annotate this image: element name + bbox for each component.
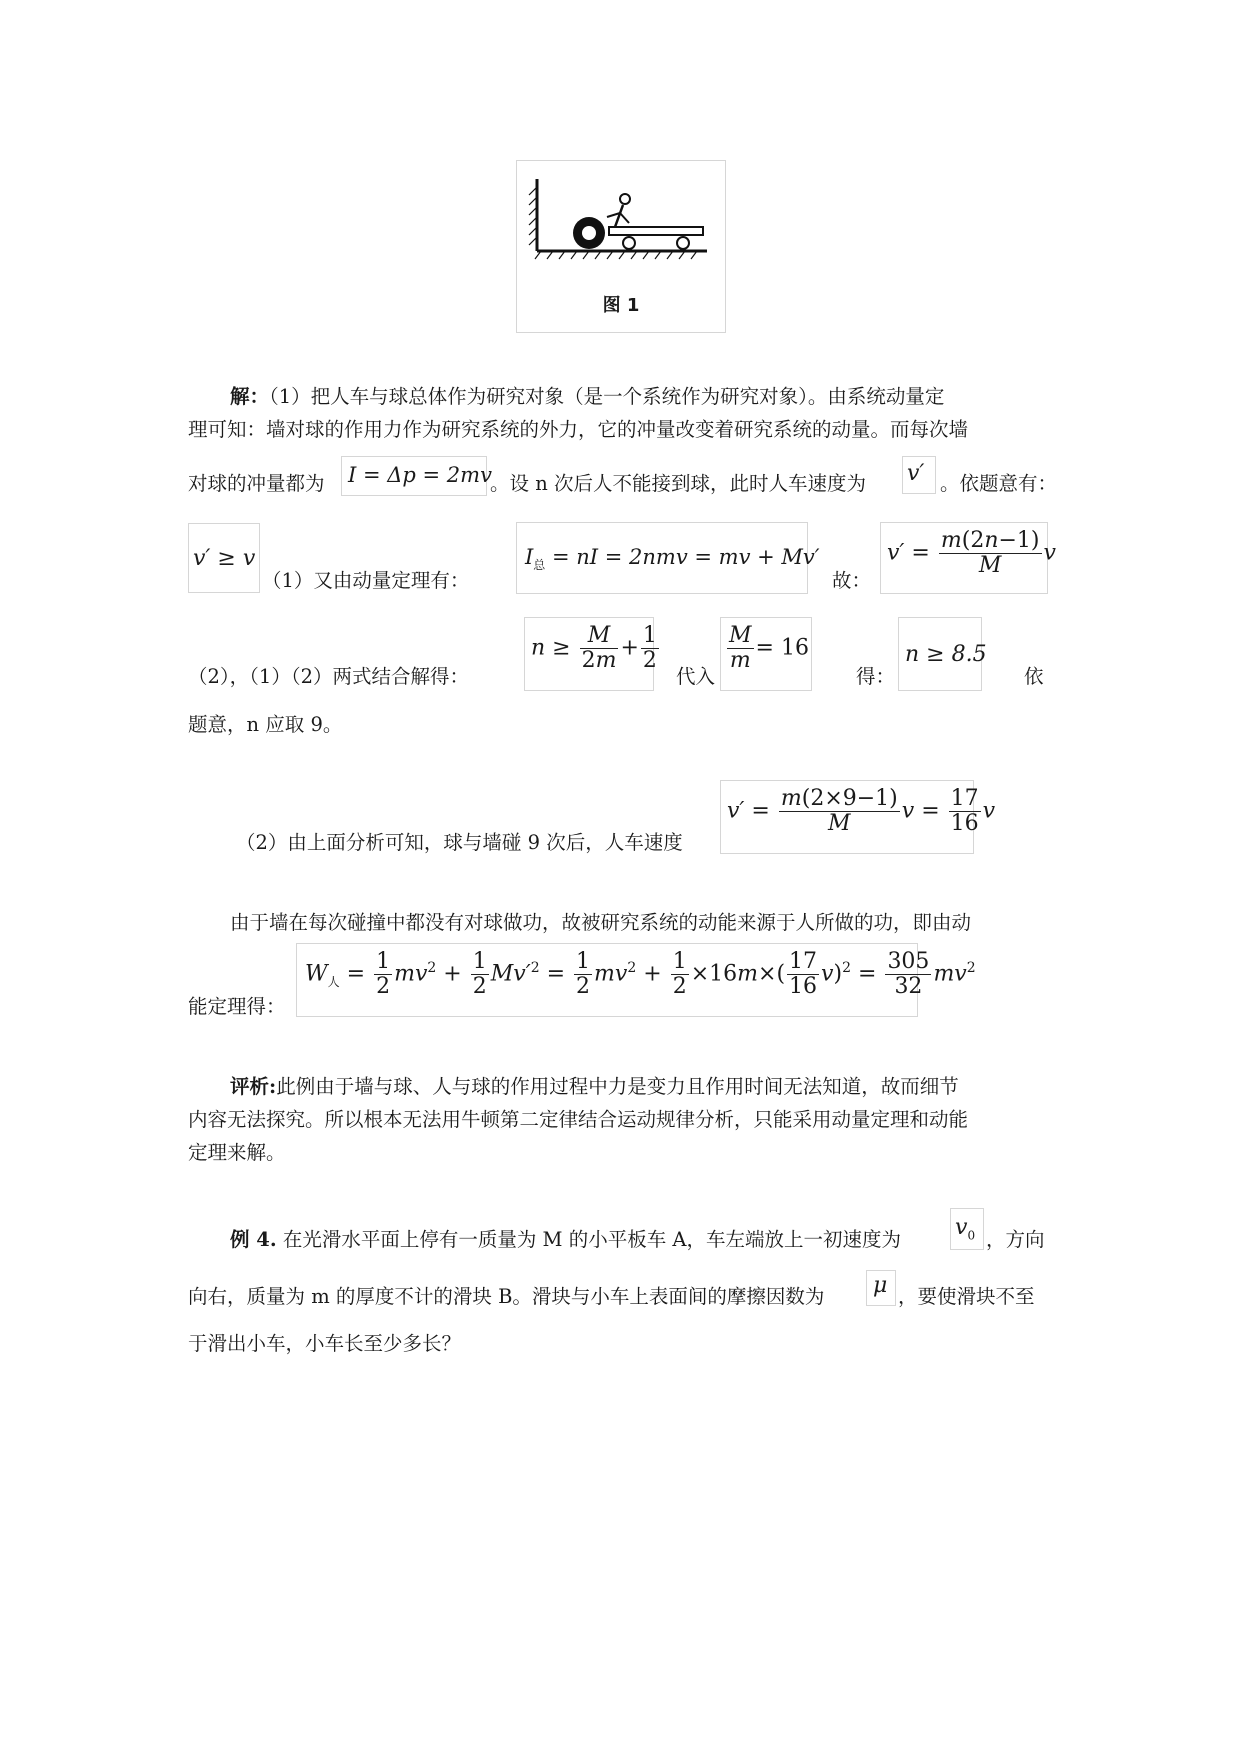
example4-line-2b: ，要使滑块不至: [898, 1285, 1035, 1308]
solution-part2-line: （2）由上面分析可知，球与墙碰 9 次后，人车速度: [236, 831, 683, 854]
solution-line-5c: 得：: [856, 665, 896, 688]
comment-line-1: 评析:此例由于墙与球、人与球的作用过程中力是变力且作用时间无法知道，故而细节: [230, 1075, 959, 1098]
solution-line-2: 理可知：墙对球的作用力作为研究系统的外力，它的冲量改变着研究系统的动量。而每次墙: [188, 418, 969, 441]
solution-line-3b: 。设 n 次后人不能接到球，此时人车速度为: [490, 472, 866, 495]
mu-symbol-box: [866, 1270, 896, 1306]
equation-n-ineq-box: [524, 617, 657, 691]
comment-line-3: 定理来解。: [188, 1141, 286, 1164]
energy-line-1: 由于墙在每次碰撞中都没有对球做功，故被研究系统的动能来源于人所做的功，即由动: [230, 911, 972, 934]
equation-n-ineq: n ≥ $\frac{M}{2m}$ + $\frac{1}{2}$: [531, 623, 657, 673]
equation-v-prime-9: v′ = $\frac{m(2\times 9-1)}{M}$ v = $\frac{17}{16}$ v: [727, 786, 996, 836]
solution-line-4a: （1）又由动量定理有：: [262, 569, 470, 592]
solution-line-4b: 故：: [832, 569, 872, 592]
example4-line-2: 向右，质量为 m 的厚度不计的滑块 B。滑块与小车上表面间的摩擦因数为: [188, 1285, 825, 1308]
equation-v-prime-expr-box: [880, 522, 1056, 594]
equation-v-prime-box: [902, 456, 936, 494]
equation-impulse-box: [341, 456, 492, 496]
equation-cond: v′ ≥ v: [193, 546, 256, 571]
v0-symbol: $v_0$: [955, 1215, 976, 1243]
equation-impulse: I = Δp = 2mv: [348, 463, 492, 487]
solution-label: 解：: [230, 385, 270, 408]
equation-ratio-box: [720, 617, 812, 691]
equation-work: $W_人$ = $\frac{1}{2}$ $mv^2$ + $\frac{1}{2}$ $Mv'^2$ = $\frac{1}{2}$ $mv^2$ + $\frac{1}{2}$ ×16m×( $\frac{17}{16}$ v)$^2$ = $\frac{305}{32}$ $mv^2$: [305, 949, 976, 999]
figure-1: [516, 160, 726, 333]
example4-line-3: 于滑出小车，小车长至少多长？: [188, 1332, 462, 1355]
equation-ratio: $\frac{M}{m}$ = 16: [729, 623, 809, 673]
v0-symbol-box: [950, 1208, 984, 1250]
example4-line-1: 例 4. 在光滑水平面上停有一质量为 M 的小平板车 A，车左端放上一初速度为: [230, 1228, 902, 1251]
equation-v-prime: v′: [907, 461, 925, 486]
equation-work-box: [296, 943, 976, 1017]
equation-n-result: n ≥ 8.5: [905, 642, 987, 667]
equation-cond-box: [188, 523, 260, 593]
mu-symbol: μ: [873, 1273, 888, 1298]
solution-line-5b: 代入: [676, 665, 716, 688]
solution-line-3a: 对球的冲量都为: [188, 472, 325, 495]
energy-line-2: 能定理得：: [188, 995, 286, 1018]
figure-caption: 图 1: [602, 295, 640, 316]
equation-n-result-box: [898, 617, 987, 691]
equation-v-prime-9-box: [720, 780, 996, 854]
solution-line-6: 题意，n 应取 9。: [188, 713, 343, 736]
equation-v-prime-expr: v′ = $\frac{m(2n-1)}{M}$ v: [887, 528, 1056, 578]
comment-label: 评析:: [230, 1075, 277, 1098]
example4-label: 例 4.: [230, 1228, 277, 1251]
example4-line-1b: ，方向: [986, 1228, 1045, 1251]
solution-line-5a: （2），（1）（2）两式结合解得：: [188, 665, 469, 688]
equation-total-impulse-box: [516, 522, 820, 594]
solution-line-3c: 。依题意有：: [940, 472, 1058, 495]
solution-line-1: 解：（1）把人车与球总体作为研究对象（是一个系统作为研究对象）。由系统动量定: [230, 385, 945, 408]
comment-line-2: 内容无法探究。所以根本无法用牛顿第二定律结合运动规律分析，只能采用动量定理和动能: [188, 1108, 969, 1131]
wall-ball-cart-diagram: [517, 161, 724, 281]
equation-total-impulse: $I_总$ = nI = 2nmv = mv + Mv′: [525, 545, 820, 573]
solution-line-5d: 依: [1024, 665, 1044, 688]
